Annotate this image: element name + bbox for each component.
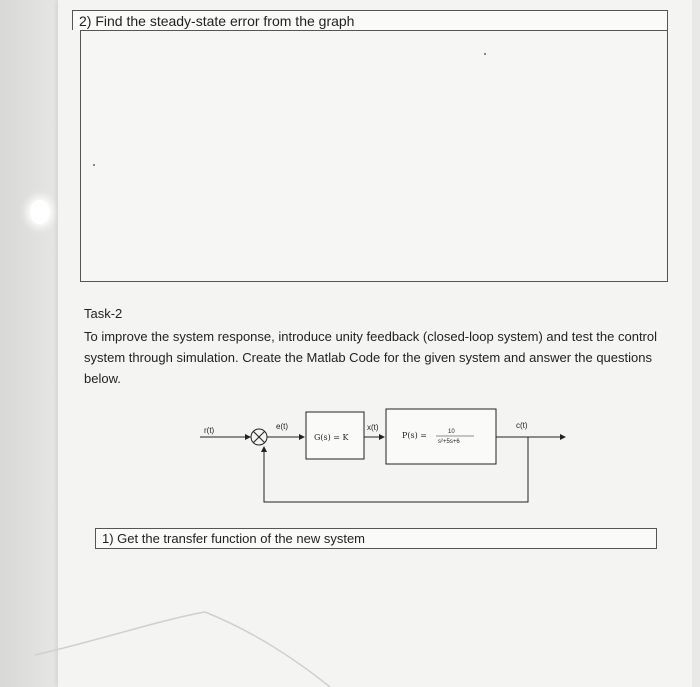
summing-junction — [251, 429, 267, 445]
background-strip — [0, 0, 58, 687]
task-2-title: Task-2 — [84, 306, 123, 321]
answer-box-question-2[interactable] — [80, 30, 668, 282]
error-label: e(t) — [276, 422, 288, 431]
stray-mark — [93, 164, 95, 166]
question-2-label: 2) Find the steady-state error from the graph — [72, 10, 668, 30]
output-label: c(t) — [516, 421, 528, 430]
task-2-description: To improve the system response, introduce unity feedback (closed-loop system) and test the control system through simulation. Create the Matlab Code for the given system and answer the questions below. — [84, 329, 658, 386]
glare-spot — [30, 200, 50, 224]
intermediate-label: x(t) — [367, 423, 379, 432]
plant-prefix: P(s) = — [402, 431, 427, 440]
question-1-answer-field[interactable]: 1) Get the transfer function of the new system — [95, 528, 657, 549]
background-scribble — [0, 600, 700, 687]
block-diagram — [190, 400, 580, 510]
stray-mark — [484, 53, 486, 55]
plant-denominator: s²+5s+6 — [438, 439, 460, 445]
controller-label: G(s) = K — [314, 433, 349, 442]
input-label: r(t) — [204, 426, 215, 435]
plant-numerator: 10 — [448, 429, 455, 435]
